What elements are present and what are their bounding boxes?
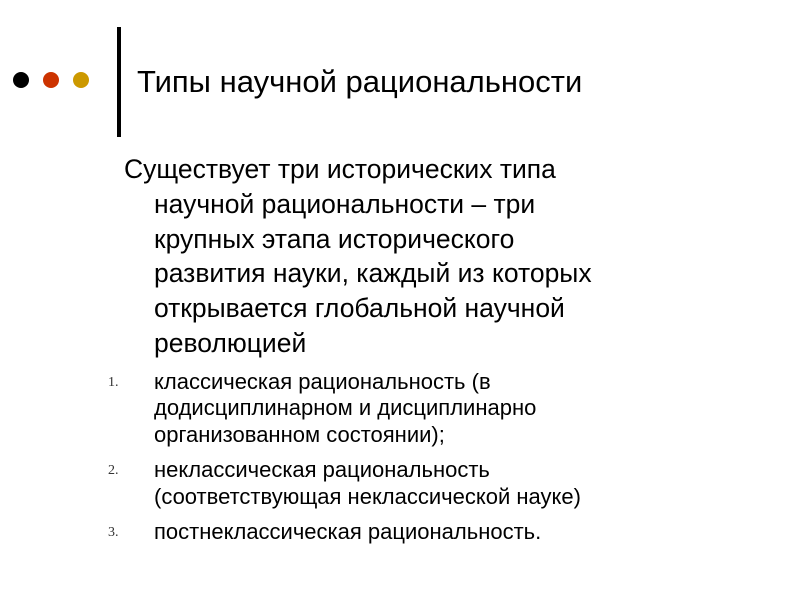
intro-line: крупных этапа исторического [154, 223, 515, 254]
red-dot-icon [43, 72, 59, 88]
slide-title: Типы научной рациональности [137, 64, 583, 99]
gold-dot-icon [73, 72, 89, 88]
list-item-line: додисциплинарном и дисциплинарно [154, 395, 537, 421]
list-item [108, 519, 764, 546]
decorative-dots [13, 72, 89, 88]
list-item-line: неклассическая рациональность [154, 457, 490, 483]
intro-line: открывается глобальной научной [154, 293, 565, 324]
list-item-number: 3. [108, 525, 119, 541]
list-item-line: организованном состоянии); [154, 421, 445, 447]
intro-paragraph [124, 152, 764, 361]
title-divider [117, 27, 121, 137]
list-item-number: 1. [108, 374, 119, 390]
intro-line: революцией [154, 327, 307, 358]
list-item [108, 368, 764, 449]
intro-line: научной рациональности – три [154, 188, 536, 219]
slide-content [108, 152, 764, 555]
list-item-number: 2. [108, 463, 119, 479]
black-dot-icon [13, 72, 29, 88]
intro-line: Существует три исторических типа [124, 154, 556, 184]
list-item-line: (соответствующая неклассической науке) [154, 483, 581, 509]
list-item-line: постнеклассическая рациональность. [154, 519, 542, 545]
rationality-types-list [108, 368, 764, 546]
list-item-line: классическая рациональность (в [154, 368, 491, 394]
intro-line: развития науки, каждый из которых [154, 258, 592, 289]
list-item [108, 457, 764, 510]
